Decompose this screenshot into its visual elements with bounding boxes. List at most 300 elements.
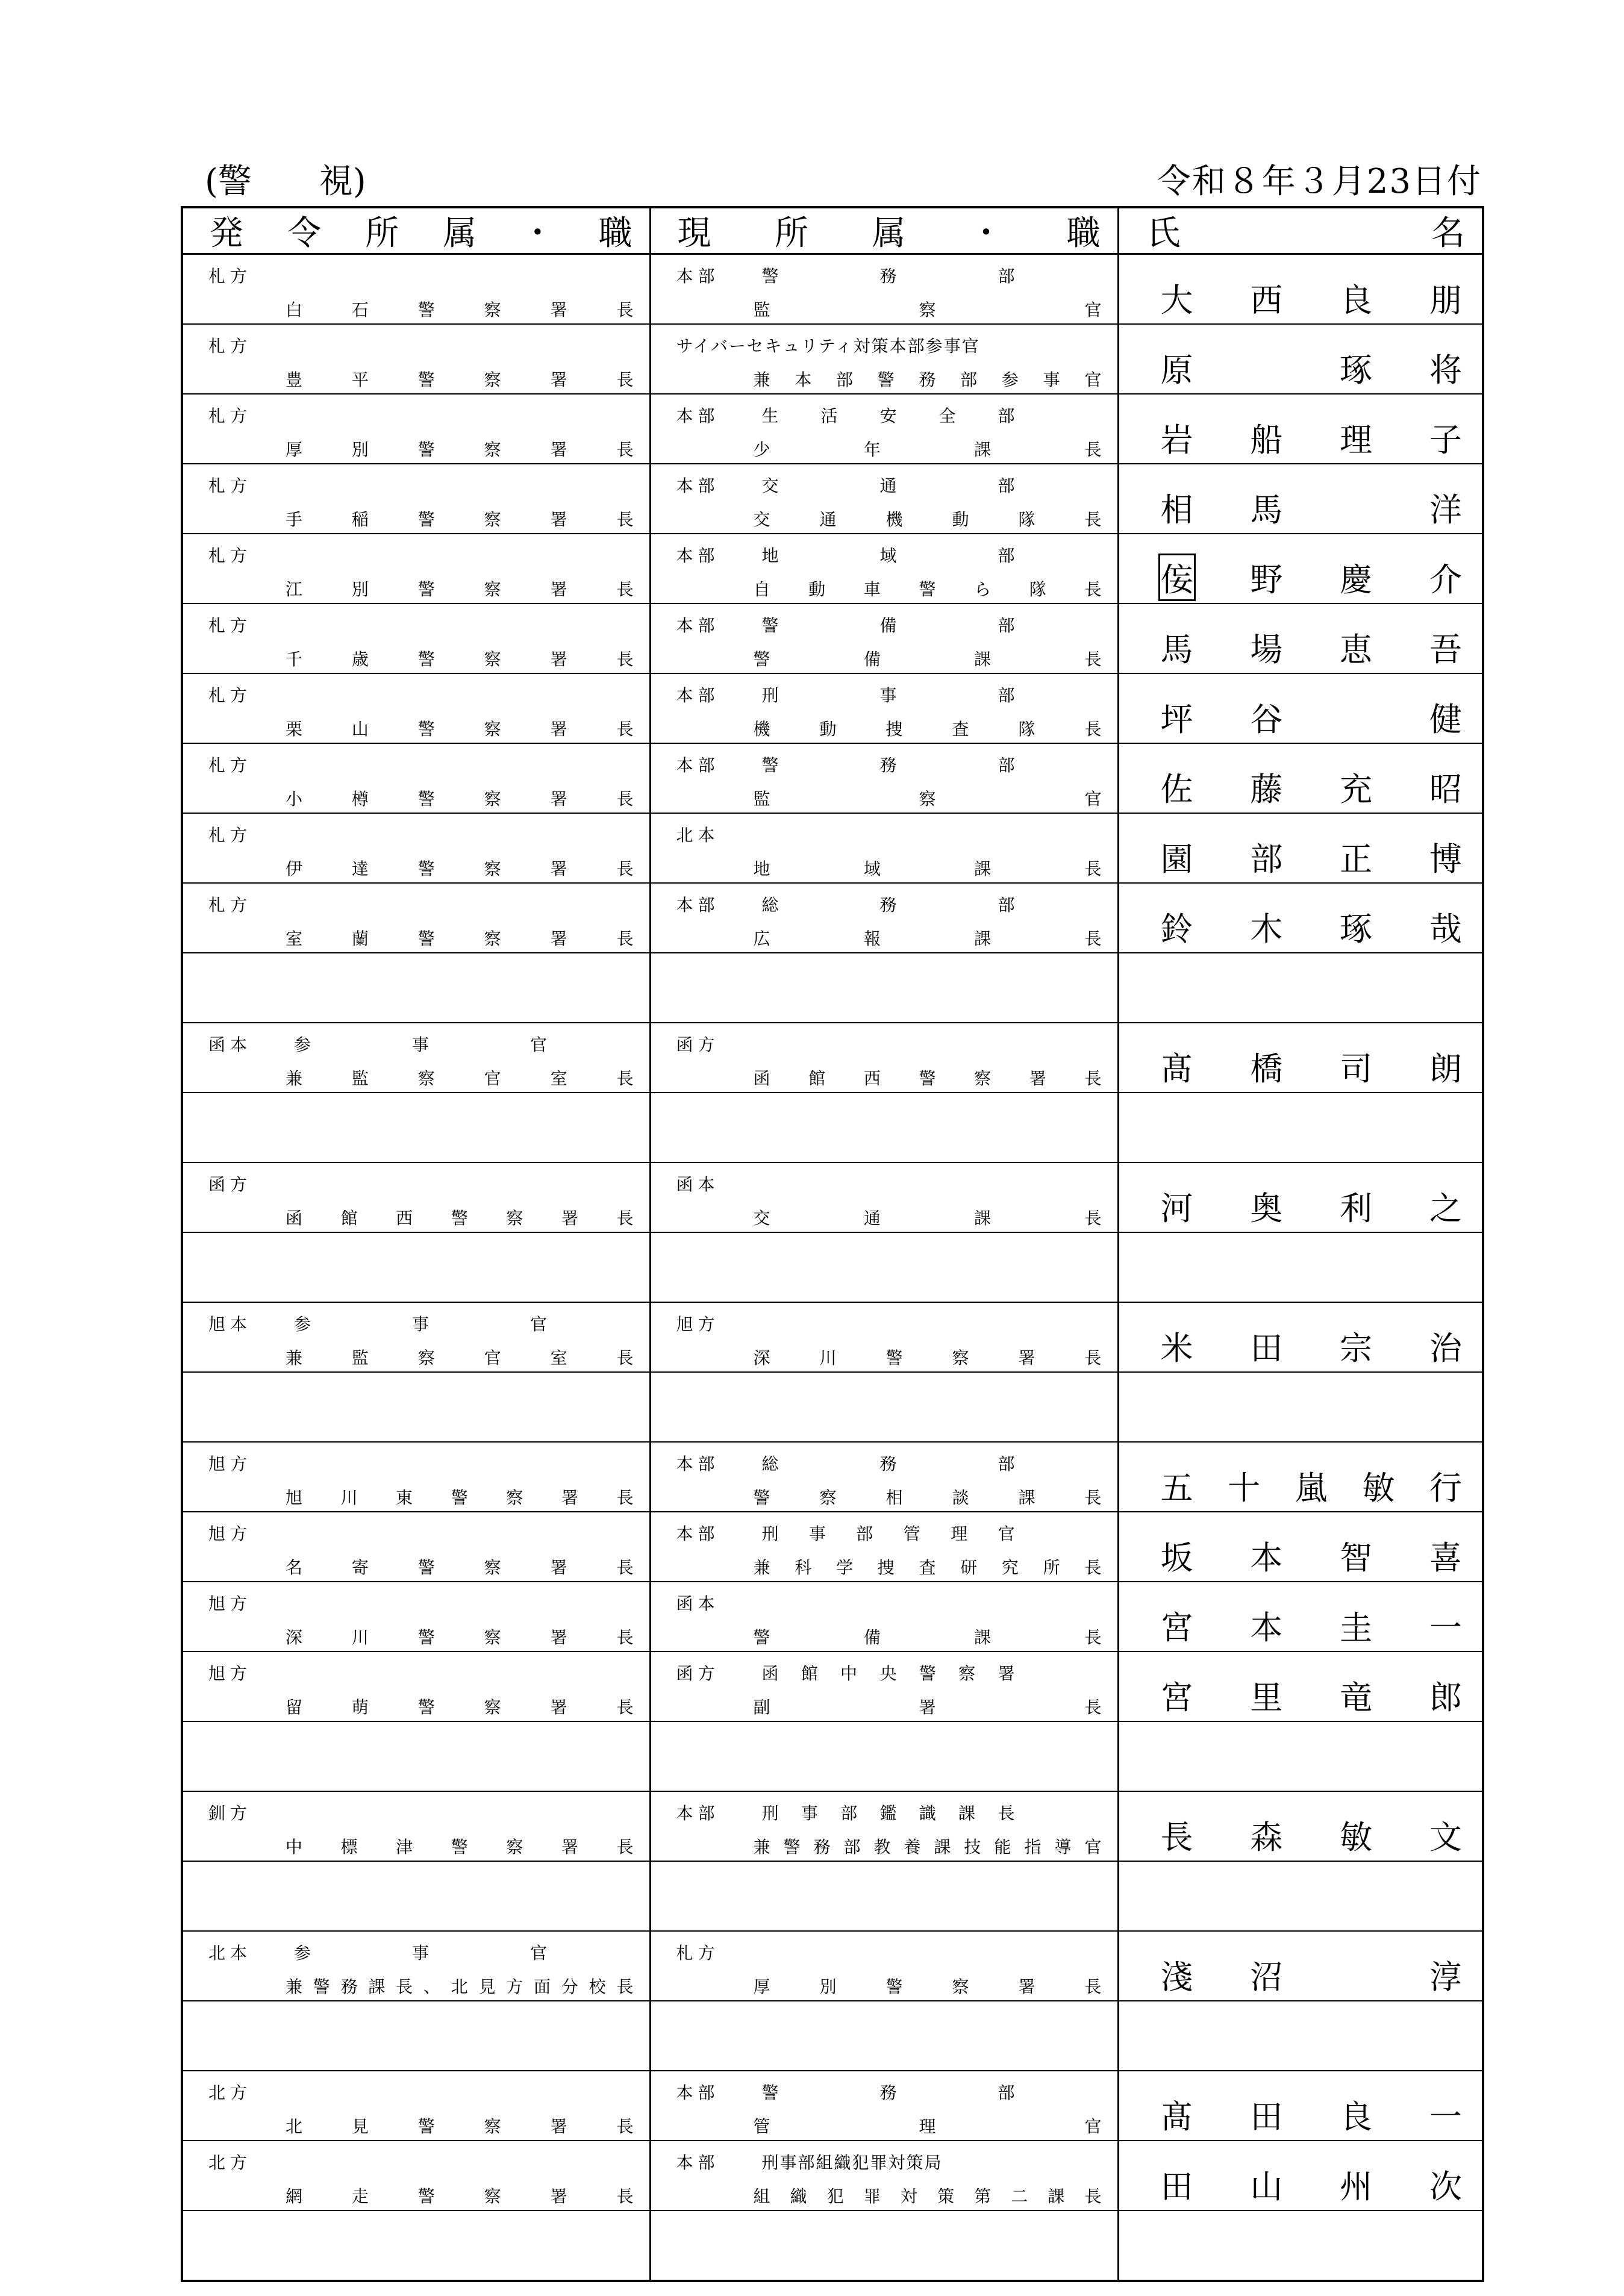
current-title-char: 地 [753, 859, 770, 879]
name-char: 部 [1250, 840, 1283, 878]
name-char: 恵 [1340, 630, 1373, 669]
blank-row [182, 1861, 1483, 1931]
current-cell [650, 394, 1118, 464]
new-title-char: 署 [550, 649, 567, 669]
current-title-char: 域 [863, 859, 881, 879]
current-post [651, 255, 1117, 323]
new-cell [182, 604, 650, 673]
current-title-char: 課 [934, 1837, 951, 1857]
current-area-code: 本部 [676, 616, 720, 635]
current-title-char: 察 [952, 1348, 969, 1368]
table-row [182, 394, 1483, 464]
new-title-char: 長 [616, 1348, 634, 1368]
current-cell [650, 2141, 1118, 2210]
new-title-char: 小 [286, 789, 303, 809]
current-cell [650, 883, 1118, 953]
current-title-char: 機 [753, 719, 770, 739]
new-title-char: 警 [417, 719, 435, 739]
new-title-char: 達 [351, 859, 369, 879]
blank-cell [1118, 1093, 1483, 1162]
new-post [183, 464, 649, 533]
new-department-char: 参 [294, 1035, 311, 1055]
column-header-current-post-label [651, 208, 1117, 253]
current-title [754, 786, 1102, 810]
name-char: 哉 [1429, 909, 1462, 948]
new-title-char: 走 [351, 2186, 369, 2206]
current-department: サイバーセキュリティ対策本部参事官 [676, 336, 980, 356]
new-post [183, 1652, 649, 1721]
new-title-char: 豊 [286, 370, 303, 390]
current-line-1 [676, 1171, 720, 1196]
column-header-char: 属 [872, 214, 906, 253]
new-area-code: 旭方 [208, 1454, 252, 1474]
new-title-char: 警 [417, 510, 435, 529]
new-post [183, 255, 649, 323]
new-title-char: 長 [616, 1977, 634, 1997]
new-post [183, 1792, 649, 1861]
new-cell [182, 254, 650, 325]
current-line-1 [676, 822, 720, 846]
new-title-char: 署 [561, 1837, 578, 1857]
new-line-1 [208, 1800, 252, 1824]
current-department-char: 館 [801, 1664, 818, 1683]
current-title-char: 年 [863, 440, 881, 460]
current-title-char: 長 [1084, 2186, 1102, 2206]
blank-cell [650, 2001, 1118, 2071]
new-area-code: 札方 [208, 266, 252, 286]
person-name [1119, 744, 1482, 813]
current-title-char: 捜 [877, 1558, 895, 1577]
current-title-char: ら [974, 579, 992, 599]
current-title-char: 署 [1018, 1348, 1035, 1368]
current-title [754, 1974, 1102, 1998]
name-cell [1118, 2141, 1483, 2210]
new-title-char: 深 [286, 1627, 303, 1647]
new-title-char: 察 [484, 649, 501, 669]
new-post [183, 604, 649, 673]
current-title [754, 576, 1102, 601]
current-cell [650, 1512, 1118, 1582]
current-title-char: 厚 [753, 1977, 770, 1997]
current-line-1 [676, 1800, 1015, 1824]
current-title-char: 察 [919, 300, 936, 320]
new-line-1 [208, 1311, 547, 1335]
name-cell [1118, 534, 1483, 604]
person-name [1119, 464, 1482, 533]
name-cell [1118, 673, 1483, 743]
current-title-char: 長 [1084, 1627, 1102, 1647]
name-char: 原 [1160, 351, 1193, 389]
new-title-char: 長 [616, 649, 634, 669]
name-char: 場 [1250, 630, 1283, 669]
current-line-1 [676, 1661, 1015, 1685]
current-title-char: 察 [974, 1068, 992, 1088]
current-line-1 [676, 1032, 720, 1056]
current-line-1 [676, 1311, 720, 1335]
name-char: 之 [1429, 1189, 1462, 1228]
new-title-char: 長 [616, 510, 634, 529]
current-area-code: 本部 [676, 476, 720, 496]
name-char: 長 [1160, 1818, 1193, 1856]
blank-cell [182, 1232, 650, 1302]
table-row [182, 2071, 1483, 2141]
current-title-char: 別 [819, 1977, 837, 1997]
current-title-char: 少 [753, 440, 770, 460]
new-title-char: 察 [484, 1558, 501, 1577]
name-char: 琢 [1340, 909, 1373, 948]
blank-row [182, 953, 1483, 1023]
name-char: 健 [1429, 700, 1462, 738]
new-title-char: 長 [616, 300, 634, 320]
new-post [183, 1932, 649, 2000]
name-char: 良 [1340, 2097, 1373, 2136]
name-char: 田 [1250, 2097, 1283, 2136]
current-title-char: 警 [919, 579, 936, 599]
name-char: 沼 [1250, 1958, 1283, 1996]
current-title-char: 研 [960, 1558, 978, 1577]
new-line-1 [208, 1940, 547, 1964]
new-title-char: 平 [351, 370, 369, 390]
current-title-char: 部 [843, 1837, 861, 1857]
new-title-char: 警 [417, 929, 435, 949]
current-department-char: 務 [879, 755, 897, 775]
name-char: 本 [1250, 1538, 1283, 1577]
table-row [182, 1791, 1483, 1861]
current-title [754, 1834, 1102, 1858]
current-title-char: 川 [819, 1348, 837, 1368]
new-area-code: 北方 [208, 2083, 252, 2103]
new-post [183, 1023, 649, 1092]
new-title-char: 官 [484, 1348, 501, 1368]
name-char: 敏 [1340, 1818, 1373, 1856]
current-title-char: 科 [795, 1558, 812, 1577]
current-title-char: 技 [964, 1837, 981, 1857]
new-department-char: 事 [412, 1943, 429, 1963]
name-char: 吾 [1429, 630, 1462, 669]
new-title-char: 警 [417, 789, 435, 809]
new-title-char: 栗 [286, 719, 303, 739]
current-title [754, 1485, 1102, 1509]
current-department-char: 中 [840, 1664, 858, 1683]
new-department-char: 参 [294, 1943, 311, 1963]
current-department-char: 部 [856, 1524, 873, 1544]
name-cell [1118, 464, 1483, 534]
new-title-char: 標 [340, 1837, 358, 1857]
current-title-char: 査 [952, 719, 969, 739]
current-title-char: 官 [1084, 1837, 1102, 1857]
current-title-char: 長 [1084, 440, 1102, 460]
name-char: 谷 [1250, 700, 1283, 738]
current-department: 刑事部組織犯罪対策局 [761, 2153, 943, 2173]
current-title-char: 監 [753, 300, 770, 320]
new-title-char: 署 [550, 1558, 567, 1577]
blank-cell [1118, 1372, 1483, 1442]
current-department-char: 識 [919, 1803, 936, 1823]
name-char: 智 [1340, 1538, 1373, 1577]
current-department [762, 613, 1015, 637]
name-char: 森 [1250, 1818, 1283, 1856]
table-row [182, 254, 1483, 325]
current-department [762, 2080, 1015, 2104]
new-area-code: 函本 [208, 1035, 252, 1055]
new-title-char: 白 [286, 300, 303, 320]
rank-heading: (警 視) [205, 162, 366, 201]
blank-row [182, 2001, 1483, 2071]
new-title-char: 室 [286, 929, 303, 949]
current-title-char: 課 [974, 1208, 992, 1228]
current-title-char: 捜 [885, 719, 903, 739]
current-department-char: 安 [879, 406, 897, 426]
table-row [182, 1512, 1483, 1582]
current-area-code: 本部 [676, 895, 720, 915]
current-title-char: 隊 [1018, 719, 1035, 739]
name-char: 西 [1250, 281, 1283, 319]
new-title [286, 507, 634, 531]
new-cell [182, 673, 650, 743]
new-area-code: 旭方 [208, 1664, 252, 1683]
name-char: 州 [1340, 2167, 1373, 2206]
blank-cell [182, 1093, 650, 1162]
current-cell [650, 1582, 1118, 1652]
name-char: 藤 [1250, 770, 1283, 808]
current-cell [650, 604, 1118, 673]
new-title-char: 察 [484, 1627, 501, 1647]
current-title-char: 長 [1084, 649, 1102, 669]
current-title [754, 716, 1102, 740]
new-title-char: 校 [589, 1977, 606, 1997]
name-cell [1118, 254, 1483, 325]
person-name [1119, 395, 1482, 463]
current-department-char: 管 [903, 1524, 920, 1544]
new-department-char: 官 [529, 1943, 547, 1963]
table-row [182, 1302, 1483, 1372]
current-department-char: 部 [998, 895, 1015, 915]
new-title-char: 長 [616, 929, 634, 949]
new-area-code: 札方 [208, 825, 252, 845]
person-name [1119, 1023, 1482, 1092]
current-title-char: 機 [885, 510, 903, 529]
table-row [182, 1162, 1483, 1232]
new-cell [182, 1512, 650, 1582]
name-char: 岩 [1160, 420, 1193, 459]
name-char: 圭 [1340, 1608, 1373, 1647]
current-department [762, 1800, 1015, 1824]
current-title-char: 兼 [753, 370, 770, 390]
name-char: 髙 [1160, 2097, 1193, 2136]
name-char: 将 [1429, 351, 1462, 389]
current-cell [650, 1442, 1118, 1512]
current-title [754, 1555, 1102, 1579]
current-title-char: 警 [753, 1488, 770, 1508]
new-title-char: 津 [396, 1837, 413, 1857]
new-cell [182, 464, 650, 534]
new-title-char: 長 [616, 2186, 634, 2206]
new-title-char: 察 [484, 440, 501, 460]
new-department [294, 1032, 547, 1056]
current-cell [650, 813, 1118, 883]
current-title [754, 926, 1102, 950]
new-post [183, 1303, 649, 1371]
current-title [754, 1624, 1102, 1649]
new-line-1 [208, 263, 252, 287]
current-title [754, 2183, 1102, 2207]
current-department-char: 部 [998, 2083, 1015, 2103]
current-department-char: 地 [761, 546, 779, 566]
current-title [754, 367, 1102, 391]
name-cell [1118, 1931, 1483, 2001]
person-name [1119, 1582, 1482, 1651]
blank-cell [1118, 2210, 1483, 2281]
new-area-code: 札方 [208, 476, 252, 496]
new-department-char: 事 [412, 1035, 429, 1055]
new-title-char: 官 [484, 1068, 501, 1088]
current-title-char: 罪 [863, 2186, 881, 2206]
current-title-char: 署 [1029, 1068, 1046, 1088]
current-title-char: 部 [960, 370, 978, 390]
new-title-char: 長 [616, 1488, 634, 1508]
new-title-char: 長 [616, 579, 634, 599]
name-char: 相 [1160, 490, 1193, 529]
new-line-1 [208, 1171, 252, 1196]
current-title-char: 織 [790, 2186, 807, 2206]
new-line-1 [208, 892, 252, 916]
new-title-char: 東 [396, 1488, 413, 1508]
new-title-char: 察 [484, 1697, 501, 1717]
blank-cell [650, 2210, 1118, 2281]
current-title-char: 本 [795, 370, 812, 390]
table-row [182, 1582, 1483, 1652]
new-title-char: 監 [351, 1348, 369, 1368]
new-title-char: 川 [351, 1627, 369, 1647]
current-cell [650, 1023, 1118, 1093]
current-title-char: 長 [1084, 1558, 1102, 1577]
new-post [183, 1443, 649, 1511]
new-title-char: 手 [286, 510, 303, 529]
person-name [1119, 884, 1482, 952]
column-header-char: 所 [775, 214, 808, 253]
blank-cell [650, 1232, 1118, 1302]
current-department-char: 務 [879, 895, 897, 915]
new-title-char: 察 [484, 2117, 501, 2136]
name-char: 坪 [1160, 700, 1193, 738]
new-title-char: 警 [417, 370, 435, 390]
name-char: 宗 [1340, 1329, 1373, 1367]
new-title-char: 署 [550, 719, 567, 739]
current-department [762, 543, 1015, 567]
current-department-char: 務 [879, 1454, 897, 1474]
current-title-char: 交 [753, 510, 770, 529]
current-title [754, 437, 1102, 461]
current-department-char: 部 [998, 476, 1015, 496]
current-post [651, 1512, 1117, 1581]
new-line-1 [208, 543, 252, 567]
current-area-code: 函方 [676, 1035, 720, 1055]
current-title [754, 646, 1102, 670]
new-post [183, 1512, 649, 1581]
new-department [294, 1311, 547, 1335]
column-header-char: 氏 [1146, 214, 1181, 253]
name-cell [1118, 743, 1483, 813]
column-header-char: ・ [969, 214, 1003, 253]
current-title-char: 理 [919, 2117, 936, 2136]
new-title-char: 兼 [286, 1348, 303, 1368]
current-line-1 [676, 682, 1015, 707]
current-title-char: 課 [974, 649, 992, 669]
new-title-char: 川 [340, 1488, 358, 1508]
current-line-1 [676, 2080, 1015, 2104]
table-row [182, 324, 1483, 394]
blank-cell [182, 2210, 650, 2281]
current-title-char: 車 [863, 579, 881, 599]
new-title [286, 2114, 634, 2138]
blank-row [182, 1372, 1483, 1442]
new-title-char: 務 [340, 1977, 358, 1997]
new-cell [182, 324, 650, 394]
blank-row [182, 2210, 1483, 2281]
current-post [651, 604, 1117, 673]
current-title-char: 通 [819, 510, 837, 529]
current-department [762, 752, 1015, 776]
current-department-char: 課 [958, 1803, 976, 1823]
blank-row [182, 1721, 1483, 1791]
new-department [294, 1940, 547, 1964]
current-title [754, 1345, 1102, 1369]
current-area-code: 旭方 [676, 1314, 720, 1334]
new-line-1 [208, 1521, 252, 1545]
new-title [286, 1345, 634, 1369]
current-department [762, 682, 1015, 707]
new-title-char: 署 [550, 440, 567, 460]
blank-row [182, 1093, 1483, 1162]
name-char: 次 [1429, 2167, 1462, 2206]
new-cell [182, 1302, 650, 1372]
current-post [651, 1652, 1117, 1721]
name-char: 理 [1340, 420, 1373, 459]
name-cell [1118, 1023, 1483, 1093]
name-char: 里 [1250, 1678, 1283, 1717]
new-title-char: 面 [534, 1977, 551, 1997]
table-row [182, 883, 1483, 953]
current-title-char: 導 [1054, 1837, 1072, 1857]
current-title-char: 長 [1084, 579, 1102, 599]
current-title [754, 2114, 1102, 2138]
blank-cell [1118, 953, 1483, 1023]
current-title [754, 1694, 1102, 1718]
current-title-char: 官 [1084, 300, 1102, 320]
current-title-char: 兼 [753, 1837, 770, 1857]
current-department-char: 理 [951, 1524, 968, 1544]
current-department [762, 1451, 1015, 1475]
current-department [762, 263, 1015, 287]
current-department-char: 通 [879, 476, 897, 496]
new-title-char: 警 [417, 859, 435, 879]
new-title-char: 警 [417, 649, 435, 669]
name-char: 淳 [1429, 1958, 1462, 1996]
new-title-char: 千 [286, 649, 303, 669]
current-title-char: 部 [835, 370, 853, 390]
person-name [1119, 255, 1482, 323]
current-department-char: 官 [998, 1524, 1015, 1544]
name-char: 司 [1340, 1049, 1373, 1088]
current-title-char: 察 [919, 789, 936, 809]
name-char: 一 [1429, 2097, 1462, 2136]
current-line-1 [676, 1591, 720, 1615]
new-title [286, 926, 634, 950]
blank-cell [650, 953, 1118, 1023]
blank-cell [182, 1861, 650, 1931]
current-post [651, 1792, 1117, 1861]
current-title-char: 官 [1084, 789, 1102, 809]
